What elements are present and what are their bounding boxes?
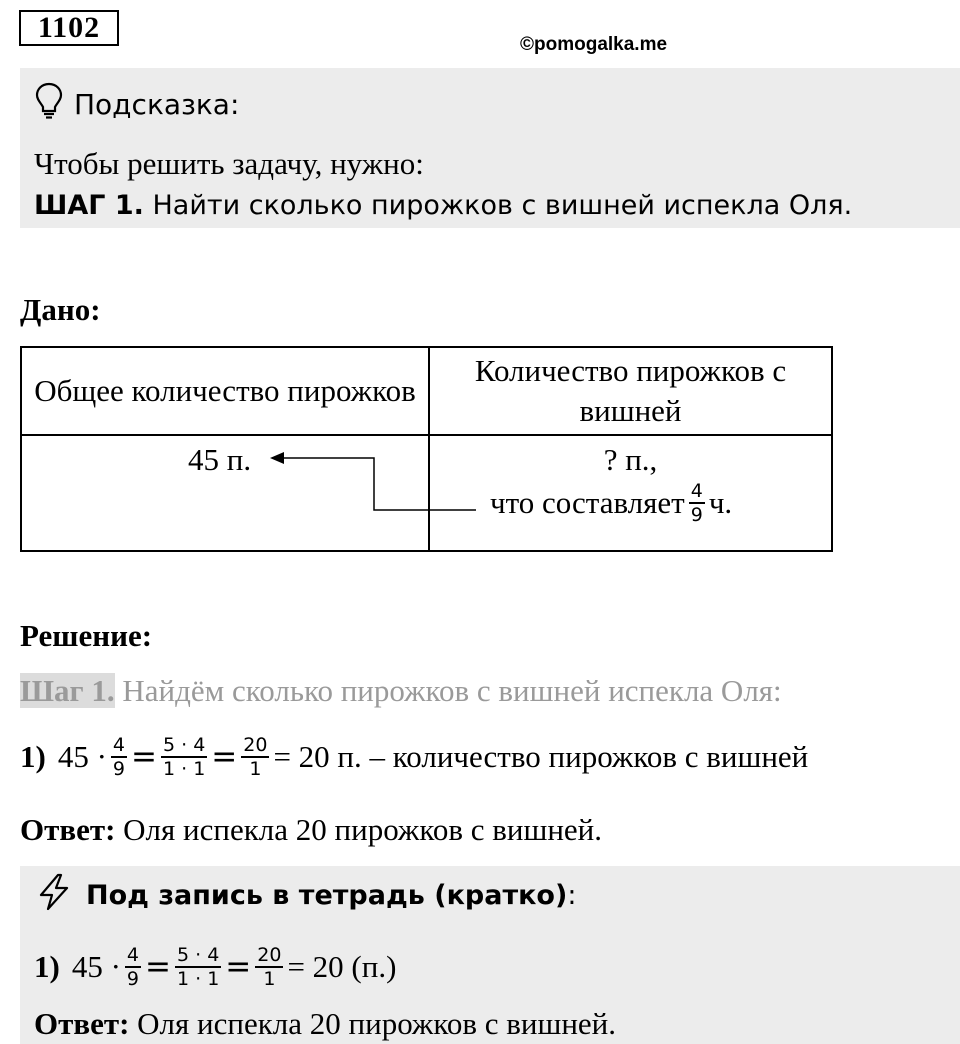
solution-title: Решение: bbox=[20, 618, 153, 653]
notes-answer bbox=[34, 1006, 616, 1042]
watermark: ©pomogalka.me bbox=[520, 34, 668, 55]
notes-answer-label: Ответ: bbox=[34, 1006, 130, 1041]
cherry-unit: ч. bbox=[708, 485, 733, 520]
given-title: Дано: bbox=[20, 292, 101, 327]
given-header-total: Общее количество пирожков bbox=[21, 347, 429, 435]
notes-title: Под запись в тетрадь (кратко) bbox=[86, 880, 568, 911]
solution-step-tag: Шаг 1. bbox=[20, 673, 115, 708]
calc-result: = 20 п. – количество пирожков с вишней bbox=[273, 739, 809, 774]
calc-fraction-3: $\frac{20}{1}$ bbox=[243, 734, 268, 780]
solution-calc-line bbox=[20, 734, 808, 780]
calc-eq-1: = bbox=[131, 739, 157, 775]
calc-label: 1) bbox=[20, 739, 46, 774]
solution-step-text: Найдём сколько пирожков с вишней испекла Оля: bbox=[114, 673, 782, 708]
hint-step-tag: ШАГ 1. bbox=[34, 190, 144, 221]
total-value: 45 п. bbox=[188, 442, 252, 477]
calc-start: 45 · bbox=[57, 739, 107, 774]
notes-eq-1: = bbox=[145, 949, 171, 985]
problem-number: 1102 bbox=[19, 10, 119, 46]
answer-label: Ответ: bbox=[20, 812, 116, 847]
solution-step bbox=[20, 673, 782, 709]
given-header-cherry: Количество пирожков с вишней bbox=[429, 347, 832, 435]
notes-calc-line bbox=[34, 944, 396, 990]
notes-fraction-3: $\frac{20}{1}$ bbox=[257, 944, 282, 990]
calc-fraction-2: $\frac{5 \cdot 4}{1 \cdot 1}$ bbox=[162, 734, 206, 780]
hint-intro: Чтобы решить задачу, нужно: bbox=[34, 146, 424, 181]
solution-answer bbox=[20, 812, 602, 848]
notes-fraction-1: $\frac{4}{9}$ bbox=[126, 944, 139, 990]
hint-step-text: Найти сколько пирожков с вишней испекла Оля. bbox=[143, 190, 853, 221]
fraction-4-9: $\frac{4}{9}$ bbox=[690, 480, 703, 526]
calc-fraction-1: $\frac{4}{9}$ bbox=[112, 734, 125, 780]
notes-calc-result: = 20 (п.) bbox=[287, 949, 397, 984]
answer-text: Оля испекла 20 пирожков с вишней. bbox=[115, 812, 603, 847]
cherry-value: ? п., bbox=[603, 442, 658, 477]
hint-title: Подсказка: bbox=[74, 88, 240, 121]
notes-fraction-2: $\frac{5 \cdot 4}{1 \cdot 1}$ bbox=[176, 944, 220, 990]
lightning-icon bbox=[34, 872, 74, 919]
notes-header: Под запись в тетрадь (кратко): bbox=[34, 872, 576, 919]
cherry-text: что составляет bbox=[490, 485, 685, 520]
notes-eq-2: = bbox=[225, 949, 252, 985]
calc-eq-2: = bbox=[211, 739, 238, 775]
notes-calc-start: 45 · bbox=[71, 949, 121, 984]
notes-answer-text: Оля испекла 20 пирожков с вишней. bbox=[129, 1006, 617, 1041]
notes-calc-label: 1) bbox=[34, 949, 60, 984]
